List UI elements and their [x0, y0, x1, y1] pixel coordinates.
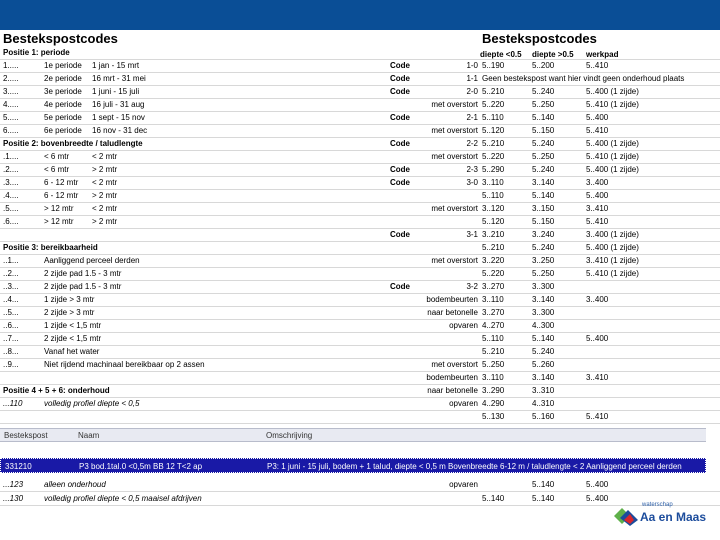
left-cell-a: .3.... [3, 178, 19, 187]
left-cell-a: ..3... [3, 282, 19, 291]
right-cell-w: 5..410 (1 zijde) [586, 152, 639, 161]
bottom-cell-d2: 5..140 [532, 480, 555, 489]
right-cell-label: Code [390, 113, 410, 122]
row-divider [0, 332, 720, 333]
right-cell-w: 5..400 [586, 334, 609, 343]
row-divider [0, 345, 720, 346]
row-divider [0, 319, 720, 320]
left-cell-b: Niet rijdend machinaal bereikbaar op 2 assen [44, 360, 205, 369]
right-cell-d1: 5..130 [482, 412, 505, 421]
left-cell-a: 6..... [3, 126, 19, 135]
left-cell-b: 2 zijde pad 1.5 - 3 mtr [44, 282, 122, 291]
right-cell-code: 1-0 [466, 61, 478, 70]
right-cell-d2: 3..140 [532, 178, 555, 187]
left-cell-b: 6e periode [44, 126, 82, 135]
right-cell-w: 5..410 [586, 126, 609, 135]
row-divider [0, 163, 720, 164]
row-divider [0, 202, 720, 203]
right-cell-w: 5..400 [586, 113, 609, 122]
right-cell-d2: 5..150 [532, 217, 555, 226]
left-cell-c: 1 sept - 15 nov [92, 113, 145, 122]
left-cell-b: 2e periode [44, 74, 82, 83]
header-depth-deep: diepte >0.5 [532, 50, 574, 59]
right-cell-label: Code [390, 74, 410, 83]
right-cell-w: 5..400 (1 zijde) [586, 243, 639, 252]
left-cell-c: 16 nov - 31 dec [92, 126, 148, 135]
lookup-col-desc: Omschrijving [266, 431, 313, 440]
left-cell-a: ..2... [3, 269, 19, 278]
left-cell-b: > 12 mtr [44, 217, 74, 226]
right-cell-w: 5..410 [586, 412, 609, 421]
right-cell-w: 5..400 (1 zijde) [586, 87, 639, 96]
row-divider [0, 176, 720, 177]
left-cell-b: 2 zijde > 3 mtr [44, 308, 95, 317]
right-cell-d2: 5..240 [532, 139, 555, 148]
left-cell-a: ..5... [3, 308, 19, 317]
left-cell-b: 3e periode [44, 87, 82, 96]
left-cell-b: > 12 mtr [44, 204, 74, 213]
left-cell-c: > 2 mtr [92, 191, 118, 200]
right-cell-w: 3..410 [586, 373, 609, 382]
right-cell-d2: 3..300 [532, 282, 555, 291]
right-cell-d2: 5..250 [532, 152, 555, 161]
bottom-cell-d2: 5..140 [532, 494, 555, 503]
left-cell-a: .5.... [3, 204, 19, 213]
row-divider [0, 423, 720, 424]
row-divider [0, 228, 720, 229]
bottom-cell-a: ...130 [3, 494, 24, 503]
left-cell-b: Aanliggend perceel derden [44, 256, 140, 265]
logo-main-text: Aa en Maas [640, 510, 707, 524]
right-cell-label: met overstort [431, 100, 478, 109]
right-cell-d1: 5..220 [482, 269, 505, 278]
left-cell-b: 4e periode [44, 100, 82, 109]
left-cell-a: ...110 [3, 399, 23, 408]
row-divider [0, 267, 720, 268]
right-cell-label: bodembeurten [426, 295, 478, 304]
lookup-col-name: Naam [78, 431, 100, 440]
right-cell-label: opvaren [449, 321, 478, 330]
left-cell-a: .2.... [3, 165, 19, 174]
left-cell-c: > 2 mtr [92, 217, 118, 226]
right-cell-label: Code [390, 165, 410, 174]
right-cell-d1: 5..210 [482, 347, 505, 356]
right-cell-d2: 5..160 [532, 412, 555, 421]
right-cell-code: 1-1 [466, 74, 478, 83]
right-cell-d1: 5..220 [482, 100, 505, 109]
logo-top-text: waterschap [642, 502, 673, 508]
left-cell-a: 5..... [3, 113, 19, 122]
right-cell-d2: 5..240 [532, 165, 555, 174]
right-cell-label: naar betonelle [427, 386, 478, 395]
right-cell-w: 5..410 [586, 61, 609, 70]
right-cell-d1: 5..210 [482, 87, 505, 96]
left-cell-a: Positie 4 + 5 + 6: onderhoud [3, 386, 110, 395]
bottom-cell-b: volledig profiel diepte < 0,5 maaisel afdrijven [44, 494, 202, 503]
right-cell-w: 3..400 [586, 178, 609, 187]
right-cell-d1: 3..270 [482, 308, 505, 317]
logo [612, 500, 712, 530]
right-cell-label: met overstort [431, 256, 478, 265]
right-cell-w: 5..400 [586, 191, 609, 200]
right-cell-d1: 3..210 [482, 230, 505, 239]
right-cell-d1: 5..220 [482, 152, 505, 161]
bottom-cell-label: opvaren [449, 480, 478, 489]
right-cell-w: 3..400 (1 zijde) [586, 230, 639, 239]
header-workpath: werkpad [586, 50, 619, 59]
right-cell-d1: 5..110 [482, 113, 504, 122]
right-cell-label: Code [390, 61, 410, 70]
left-cell-a: 2..... [3, 74, 19, 83]
right-cell-code: 3-2 [466, 282, 478, 291]
left-cell-b: < 6 mtr [44, 165, 70, 174]
right-cell-d2: 5..240 [532, 87, 555, 96]
left-cell-a: ..1... [3, 256, 19, 265]
right-cell-d2: 3..300 [532, 308, 555, 317]
right-cell-d1: 3..270 [482, 282, 505, 291]
right-cell-label: Code [390, 139, 410, 148]
right-cell-d1: 3..290 [482, 386, 505, 395]
right-cell-d2: 5..200 [532, 61, 555, 70]
right-cell-d1: 5..120 [482, 217, 505, 226]
right-cell-label: Code [390, 230, 410, 239]
lookup-header [0, 428, 706, 442]
bottom-cell-w: 5..400 [586, 480, 609, 489]
left-cell-a: ..9... [3, 360, 19, 369]
left-cell-b: 1e periode [44, 61, 82, 70]
row-divider [0, 98, 720, 99]
left-cell-a: 3..... [3, 87, 19, 96]
row-divider [0, 358, 720, 359]
row-divider [0, 241, 720, 242]
right-cell-d1: 3..110 [482, 178, 504, 187]
lookup-col-code: Bestekspost [4, 431, 48, 440]
left-cell-a: ..8... [3, 347, 19, 356]
left-cell-c: > 2 mtr [92, 165, 118, 174]
right-cell-d2: 3..250 [532, 256, 555, 265]
row-divider [0, 384, 720, 385]
left-cell-a: .1.... [3, 152, 19, 161]
left-cell-a: ..4... [3, 295, 19, 304]
bottom-cell-b: alleen onderhoud [44, 480, 106, 489]
right-cell-d1: 5..110 [482, 334, 504, 343]
right-cell-d1: 5..190 [482, 61, 505, 70]
right-cell-label: Code [390, 282, 410, 291]
right-cell-d2: 5..240 [532, 347, 555, 356]
right-cell-code: 2-1 [466, 113, 478, 122]
right-cell-d1: 4..270 [482, 321, 505, 330]
left-cell-b: 2 zijde < 1,5 mtr [44, 334, 102, 343]
right-cell-d2: 3..150 [532, 204, 555, 213]
right-cell-code: 2-0 [466, 87, 478, 96]
right-cell-label: met overstort [431, 204, 478, 213]
left-cell-a: ..6... [3, 321, 19, 330]
left-cell-a: 4..... [3, 100, 19, 109]
row-divider [0, 124, 720, 125]
right-cell-d2: 4..300 [532, 321, 555, 330]
left-cell-b: 6 - 12 mtr [44, 178, 79, 187]
bottom-cell-w: 5..400 [586, 494, 609, 503]
logo-mark-icon [612, 504, 640, 528]
left-cell-c: 16 mrt - 31 mei [92, 74, 146, 83]
right-cell-d1: Geen bestekspost want hier vindt geen onderhoud plaats [482, 74, 685, 83]
right-cell-d1: 3..220 [482, 256, 505, 265]
right-cell-w: 5..410 (1 zijde) [586, 269, 639, 278]
lookup-selected-name: P3 bod.1tal.0 <0,5m BB 12 T<2 ap [79, 462, 203, 471]
right-cell-w: 5..400 (1 zijde) [586, 139, 639, 148]
right-cell-d2: 3..310 [532, 386, 555, 395]
row-divider [0, 491, 720, 492]
row-divider [0, 150, 720, 151]
header-depth-shallow: diepte <0.5 [480, 50, 522, 59]
left-cell-a: Positie 1: periode [3, 48, 70, 57]
right-cell-d2: 5..140 [532, 334, 555, 343]
right-cell-d1: 3..110 [482, 295, 504, 304]
left-cell-b: volledig profiel diepte < 0,5 [44, 399, 140, 408]
right-cell-d1: 5..210 [482, 139, 505, 148]
right-cell-d2: 5..150 [532, 126, 555, 135]
left-cell-a: Positie 2: bovenbreedte / taludlengte [3, 139, 143, 148]
row-divider [0, 215, 720, 216]
left-cell-a: ..7... [3, 334, 19, 343]
right-cell-d1: 5..120 [482, 126, 505, 135]
row-divider [0, 280, 720, 281]
right-cell-d2: 3..140 [532, 295, 555, 304]
row-divider [0, 85, 720, 86]
left-cell-c: < 2 mtr [92, 178, 118, 187]
top-banner [0, 0, 720, 30]
left-cell-c: < 2 mtr [92, 204, 118, 213]
right-cell-label: Code [390, 178, 410, 187]
right-cell-label: Code [390, 87, 410, 96]
title-left: Bestekspostcodes [3, 31, 118, 46]
right-cell-label: bodembeurten [426, 373, 478, 382]
left-cell-b: 5e periode [44, 113, 82, 122]
left-cell-b: 2 zijde pad 1.5 - 3 mtr [44, 269, 122, 278]
right-cell-w: 5..410 (1 zijde) [586, 100, 639, 109]
right-cell-d1: 3..110 [482, 373, 504, 382]
row-divider [0, 397, 720, 398]
right-cell-w: 3..410 (1 zijde) [586, 256, 639, 265]
right-cell-d2: 5..140 [532, 191, 555, 200]
left-cell-c: 16 juli - 31 aug [92, 100, 145, 109]
right-cell-label: met overstort [431, 360, 478, 369]
left-cell-b: < 6 mtr [44, 152, 70, 161]
right-cell-d2: 5..250 [532, 269, 555, 278]
right-cell-code: 2-3 [466, 165, 478, 174]
right-cell-d1: 4..290 [482, 399, 505, 408]
left-cell-b: Vanaf het water [44, 347, 100, 356]
right-cell-label: met overstort [431, 152, 478, 161]
left-cell-a: .4.... [3, 191, 19, 200]
right-cell-w: 5..400 (1 zijde) [586, 165, 639, 174]
left-cell-c: 1 juni - 15 juli [92, 87, 140, 96]
right-cell-d1: 5..110 [482, 191, 504, 200]
row-divider [0, 72, 720, 73]
left-cell-a: 1..... [3, 61, 19, 70]
left-cell-b: 6 - 12 mtr [44, 191, 79, 200]
right-cell-d2: 3..140 [532, 373, 555, 382]
right-cell-d2: 4..310 [532, 399, 555, 408]
lookup-selected-row[interactable] [0, 458, 706, 473]
row-divider [0, 371, 720, 372]
right-cell-d1: 5..290 [482, 165, 505, 174]
right-cell-code: 2-2 [466, 139, 478, 148]
row-divider [0, 306, 720, 307]
right-cell-d2: 5..140 [532, 113, 555, 122]
right-cell-d2: 5..260 [532, 360, 555, 369]
left-cell-b: 1 zijde < 1,5 mtr [44, 321, 102, 330]
right-cell-w: 3..410 [586, 204, 609, 213]
left-cell-c: < 2 mtr [92, 152, 118, 161]
row-divider [0, 189, 720, 190]
row-divider [0, 293, 720, 294]
right-cell-d2: 5..240 [532, 243, 555, 252]
left-cell-a: Positie 3: bereikbaarheid [3, 243, 98, 252]
right-cell-label: opvaren [449, 399, 478, 408]
lookup-selected-desc: P3: 1 juni - 15 juli, bodem + 1 talud, diepte < 0,5 m Bovenbreedte 6-12 m / taludlengte < 2 Aanliggend perceel derden [267, 462, 682, 471]
right-cell-d1: 5..210 [482, 243, 505, 252]
right-cell-d2: 5..250 [532, 100, 555, 109]
right-cell-w: 5..410 [586, 217, 609, 226]
right-cell-label: met overstort [431, 126, 478, 135]
row-divider [0, 137, 720, 138]
right-cell-w: 3..400 [586, 295, 609, 304]
bottom-cell-a: ...123 [3, 480, 24, 489]
left-cell-a: .6.... [3, 217, 19, 226]
left-cell-c: 1 jan - 15 mrt [92, 61, 140, 70]
bottom-cell-d1: 5..140 [482, 494, 505, 503]
right-cell-code: 3-1 [466, 230, 478, 239]
row-divider [0, 410, 720, 411]
right-cell-code: 3-0 [466, 178, 478, 187]
right-cell-d2: 3..240 [532, 230, 555, 239]
right-cell-label: naar betonelle [427, 308, 478, 317]
left-cell-b: 1 zijde > 3 mtr [44, 295, 95, 304]
row-divider [0, 254, 720, 255]
lookup-selected-code: 331210 [5, 462, 32, 471]
title-right: Bestekspostcodes [482, 31, 597, 46]
right-cell-d1: 5..250 [482, 360, 505, 369]
row-divider [0, 111, 720, 112]
row-divider [0, 59, 720, 60]
right-cell-d1: 3..120 [482, 204, 505, 213]
